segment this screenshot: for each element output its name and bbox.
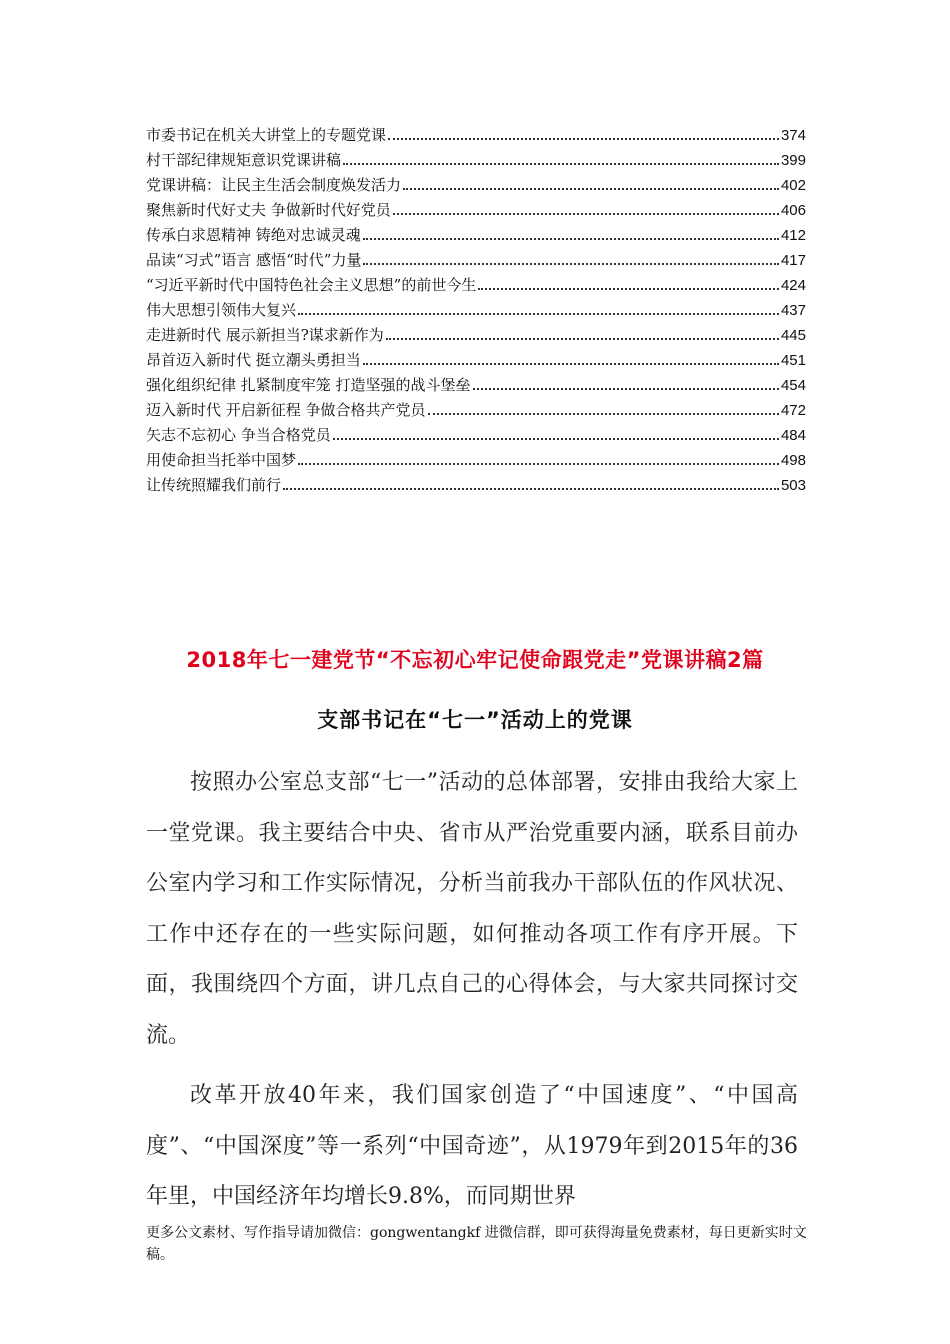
toc-entry-title: 矢志不忘初心 争当合格党员 bbox=[146, 426, 331, 444]
toc-leader-dots bbox=[388, 138, 779, 140]
toc-leader-dots bbox=[478, 288, 779, 290]
toc-entry[interactable] bbox=[146, 324, 806, 349]
toc-entry[interactable] bbox=[146, 299, 806, 324]
toc-entry-page: 454 bbox=[780, 377, 806, 394]
toc-entry-title: “习近平新时代中国特色社会主义思想”的前世今生 bbox=[146, 276, 477, 294]
toc-entry-title: 昂首迈入新时代 挺立潮头勇担当 bbox=[146, 351, 361, 369]
toc-entry[interactable] bbox=[146, 474, 806, 499]
toc-entry[interactable] bbox=[146, 349, 806, 374]
toc-leader-dots bbox=[386, 338, 779, 340]
toc-entry-title: 村干部纪律规矩意识党课讲稿 bbox=[146, 151, 342, 169]
document-title: 2018年七一建党节“不忘初心牢记使命跟党走”党课讲稿2篇 bbox=[186, 648, 764, 672]
toc-leader-dots bbox=[393, 213, 779, 215]
toc-entry-title: 伟大思想引领伟大复兴 bbox=[146, 301, 297, 319]
toc-entry[interactable] bbox=[146, 374, 806, 399]
toc-entry-title: 用使命担当托举中国梦 bbox=[146, 451, 297, 469]
toc-leader-dots bbox=[403, 188, 779, 190]
toc-entry-page: 498 bbox=[780, 452, 806, 469]
toc-entry-page: 472 bbox=[780, 402, 806, 419]
toc-entry[interactable] bbox=[146, 399, 806, 424]
toc-entry-title: 聚焦新时代好丈夫 争做新时代好党员 bbox=[146, 201, 391, 219]
toc-leader-dots bbox=[428, 413, 779, 415]
toc-entry-page: 406 bbox=[780, 202, 806, 219]
toc-entry-title: 党课讲稿：让民主生活会制度焕发活力 bbox=[146, 176, 402, 194]
toc-entry-page: 412 bbox=[780, 227, 806, 244]
toc-entry-page: 399 bbox=[780, 152, 806, 169]
toc-leader-dots bbox=[333, 438, 779, 440]
toc-leader-dots bbox=[343, 163, 779, 165]
table-of-contents bbox=[146, 124, 806, 499]
paragraph: 改革开放40年来，我们国家创造了“中国速度”、“中国高度”、“中国深度”等一系列“中国奇迹”，从1979年到2015年的36年里，中国经济年均增长9.8%，而同期世界 bbox=[146, 1083, 798, 1209]
toc-entry-page: 402 bbox=[780, 177, 806, 194]
toc-entry-title: 市委书记在机关大讲堂上的专题党课 bbox=[146, 126, 387, 144]
toc-entry[interactable] bbox=[146, 274, 806, 299]
toc-leader-dots bbox=[363, 363, 779, 365]
toc-entry-title: 品读“习式”语言 感悟“时代”力量 bbox=[146, 251, 362, 269]
body-text bbox=[146, 758, 798, 1233]
toc-entry-title: 迈入新时代 开启新征程 争做合格共产党员 bbox=[146, 401, 426, 419]
footer-note: 更多公文素材、写作指导请加微信：gongwentangkf 进微信群，即可获得海量免费素材，每日更新实时文稿。 bbox=[146, 1225, 807, 1263]
toc-entry[interactable] bbox=[146, 249, 806, 274]
toc-entry-page: 424 bbox=[780, 277, 806, 294]
toc-entry-page: 503 bbox=[780, 477, 806, 494]
toc-entry-page: 445 bbox=[780, 327, 806, 344]
toc-leader-dots bbox=[473, 388, 779, 390]
toc-entry-title: 传承白求恩精神 铸绝对忠诚灵魂 bbox=[146, 226, 361, 244]
toc-leader-dots bbox=[363, 263, 779, 265]
toc-entry[interactable] bbox=[146, 224, 806, 249]
toc-entry[interactable] bbox=[146, 174, 806, 199]
toc-entry[interactable] bbox=[146, 149, 806, 174]
toc-leader-dots bbox=[363, 238, 779, 240]
toc-entry-page: 437 bbox=[780, 302, 806, 319]
toc-entry[interactable] bbox=[146, 124, 806, 149]
toc-entry[interactable] bbox=[146, 449, 806, 474]
section-title: 支部书记在“七一”活动上的党课 bbox=[317, 708, 633, 732]
toc-entry-page: 451 bbox=[780, 352, 806, 369]
toc-leader-dots bbox=[298, 313, 779, 315]
toc-entry-title: 强化组织纪律 扎紧制度牢笼 打造坚强的战斗堡垒 bbox=[146, 376, 471, 394]
toc-entry-title: 走进新时代 展示新担当?谋求新作为 bbox=[146, 326, 384, 344]
toc-leader-dots bbox=[283, 488, 779, 490]
toc-leader-dots bbox=[298, 463, 779, 465]
toc-entry-page: 374 bbox=[780, 127, 806, 144]
toc-entry[interactable] bbox=[146, 199, 806, 224]
toc-entry-page: 417 bbox=[780, 252, 806, 269]
toc-entry-page: 484 bbox=[780, 427, 806, 444]
paragraph: 按照办公室总支部“七一”活动的总体部署，安排由我给大家上一堂党课。我主要结合中央、省市从严治党重要内涵，联系目前办公室内学习和工作实际情况，分析当前我办干部队伍的作风状况、工作中还存在的一些实际问题，如何推动各项工作有序开展。下面，我围绕四个方面，讲几点自己的心得体会，与大家共同探讨交流。 bbox=[146, 770, 798, 1048]
toc-entry[interactable] bbox=[146, 424, 806, 449]
toc-entry-title: 让传统照耀我们前行 bbox=[146, 476, 282, 494]
